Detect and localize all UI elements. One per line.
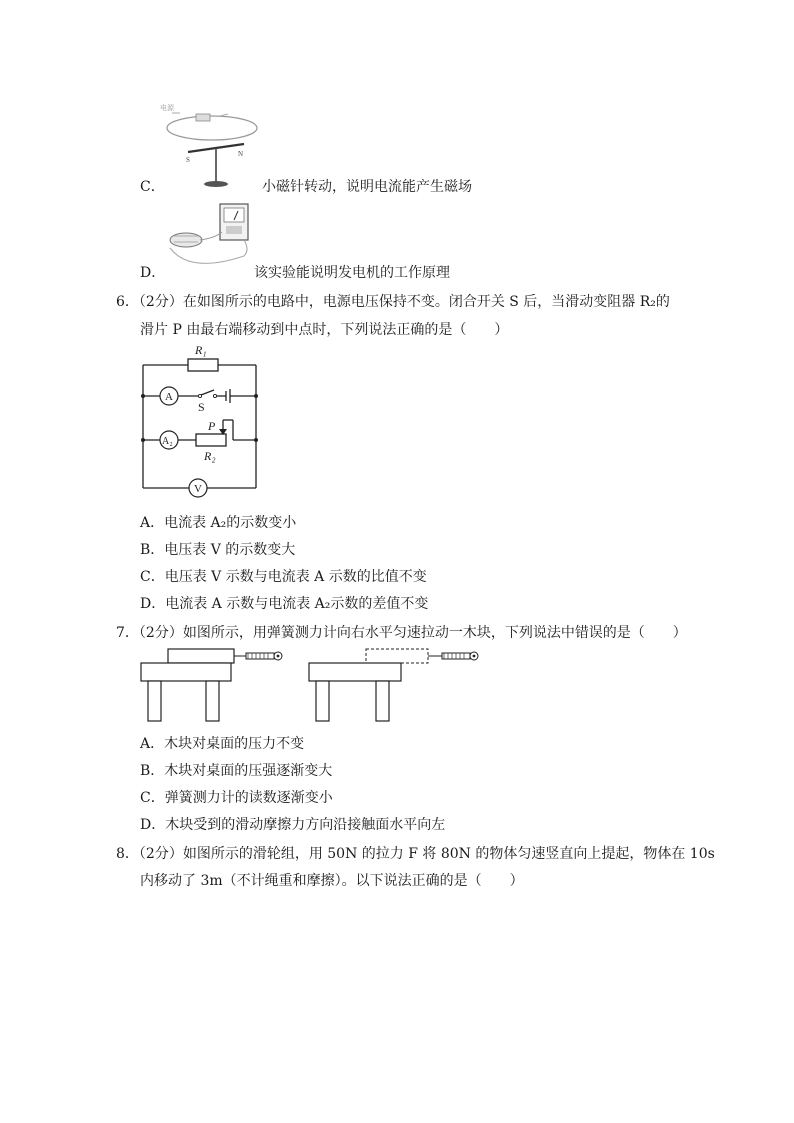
q6-stem-line1: 6．（2分）在如图所示的电路中，电源电压保持不变。闭合开关 S 后，当滑动变阻器 R₂的	[116, 294, 670, 310]
south-pole-label: S	[186, 156, 190, 164]
option-d-text: 该实验能说明发电机的工作原理	[254, 265, 450, 281]
option-d-letter: D．	[140, 265, 166, 281]
desk-top	[309, 663, 401, 681]
q7-option-a: A．木块对桌面的压力不变	[140, 736, 305, 752]
wooden-block	[168, 649, 234, 663]
voltmeter-label: V	[194, 483, 202, 495]
switch-label: S	[198, 400, 205, 414]
slider-p-label: P	[208, 419, 216, 433]
q6-option-d: D．电流表 A 示数与电流表 A₂示数的差值不变	[140, 596, 429, 612]
ammeter-a2-label: A₂	[162, 436, 173, 447]
r1-label: R₁	[195, 343, 207, 357]
q7-option-b: B．木块对桌面的压强逐渐变大	[140, 763, 333, 779]
oersted-experiment-figure	[158, 100, 258, 192]
q8-stem-line2: 内移动了 3m（不计绳重和摩擦）。以下说法正确的是（ ）	[140, 873, 524, 889]
q6-circuit-diagram	[138, 340, 264, 498]
option-c-letter: C．	[140, 179, 165, 195]
option-c-text: 小磁针转动，说明电流能产生磁场	[262, 179, 472, 195]
north-pole-label: N	[238, 150, 244, 158]
q7-stem: 7．（2分）如图所示，用弹簧测力计向右水平匀速拉动一木块，下列说法中错误的是（ ）	[116, 625, 687, 641]
q6-option-c: C．电压表 V 示数与电流表 A 示数的比值不变	[140, 569, 427, 585]
q7-figure-left	[138, 644, 288, 724]
q7-figure-right	[306, 644, 496, 724]
r2-label: R₂	[204, 449, 216, 463]
q6-option-b: B．电压表 V 的示数变大	[140, 542, 296, 558]
q6-option-a: A．电流表 A₂的示数变小	[140, 515, 297, 531]
q8-stem-line1: 8．（2分）如图所示的滑轮组，用 50N 的拉力 F 将 80N 的物体匀速竖直向上提起，物体在 10s	[116, 846, 715, 862]
power-source-tag: 电源	[160, 104, 174, 112]
wooden-block-dashed	[366, 649, 428, 663]
desk-top	[141, 663, 231, 681]
q7-option-d: D．木块受到的滑动摩擦力方向沿接触面水平向左	[140, 817, 446, 833]
generator-experiment-figure	[160, 200, 252, 276]
q6-stem-line2: 滑片 P 由最右端移动到中点时，下列说法正确的是（ ）	[140, 322, 509, 338]
ammeter-a-label: A	[165, 391, 173, 403]
q7-option-c: C．弹簧测力计的读数逐渐变小	[140, 790, 333, 806]
